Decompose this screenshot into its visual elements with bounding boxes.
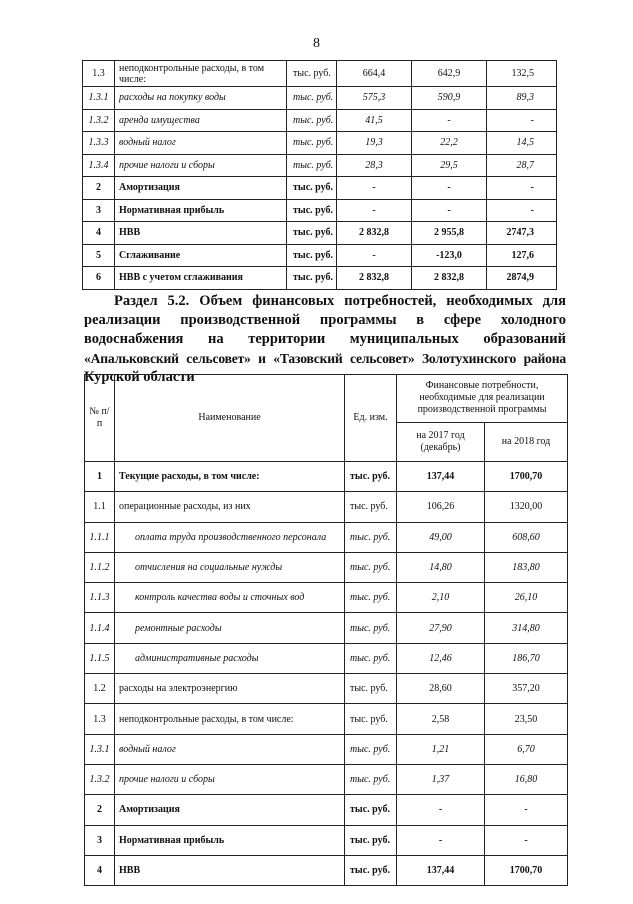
- row-name: водный налог: [115, 734, 345, 764]
- row-number: 5: [83, 244, 115, 267]
- row-value-3: 28,7: [487, 154, 557, 177]
- row-value-3: -: [487, 177, 557, 200]
- row-value-2: 22,2: [412, 132, 487, 155]
- table-row: [83, 132, 557, 155]
- header-2018: на 2018 год: [485, 422, 568, 461]
- row-unit: тыс. руб.: [287, 199, 337, 222]
- row-unit: тыс. руб.: [345, 492, 397, 522]
- row-number: 1.3.2: [83, 109, 115, 132]
- row-name: прочие налоги и сборы: [115, 154, 287, 177]
- row-number: 1.2: [85, 674, 115, 704]
- row-unit: тыс. руб.: [287, 109, 337, 132]
- row-unit: тыс. руб.: [345, 855, 397, 885]
- financial-needs-table: [84, 374, 568, 886]
- row-value-2: -: [412, 177, 487, 200]
- row-value-2: -: [412, 199, 487, 222]
- table-row: [83, 109, 557, 132]
- row-unit: тыс. руб.: [287, 87, 337, 110]
- row-value-2018: 183,80: [485, 552, 568, 582]
- row-unit: тыс. руб.: [345, 643, 397, 673]
- header-unit: Ед. изм.: [345, 375, 397, 462]
- heading-line: реализации производственной программы в сфере холодного: [84, 312, 566, 328]
- row-number: 4: [85, 855, 115, 885]
- row-unit: тыс. руб.: [345, 462, 397, 492]
- row-name: Сглаживание: [115, 244, 287, 267]
- row-value-2018: 357,20: [485, 674, 568, 704]
- table-row: [83, 244, 557, 267]
- table-row: [85, 825, 568, 855]
- row-value-2018: 26,10: [485, 583, 568, 613]
- table-row: [83, 177, 557, 200]
- row-value-2017: 12,46: [397, 643, 485, 673]
- row-value-2017: 49,00: [397, 522, 485, 552]
- row-value-2: 642,9: [412, 61, 487, 87]
- table-row: [85, 583, 568, 613]
- row-unit: тыс. руб.: [287, 132, 337, 155]
- row-value-2018: 314,80: [485, 613, 568, 643]
- row-value-2018: -: [485, 825, 568, 855]
- row-unit: тыс. руб.: [345, 764, 397, 794]
- row-name: неподконтрольные расходы, в том числе:: [115, 61, 287, 87]
- row-value-2017: 106,26: [397, 492, 485, 522]
- row-number: 1: [85, 462, 115, 492]
- row-value-2017: 28,60: [397, 674, 485, 704]
- row-name: Амортизация: [115, 177, 287, 200]
- heading-line: Раздел 5.2. Объем финансовых потребностей, необходимых для: [114, 293, 566, 309]
- table-row: [85, 734, 568, 764]
- row-name: административные расходы: [115, 643, 345, 673]
- row-number: 2: [83, 177, 115, 200]
- row-name: Амортизация: [115, 795, 345, 825]
- row-name: расходы на покупку воды: [115, 87, 287, 110]
- row-number: 1.1: [85, 492, 115, 522]
- header-group: Финансовые потребности, необходимые для реализации производственной программы: [397, 375, 568, 423]
- table-row: [85, 855, 568, 885]
- row-value-2018: 23,50: [485, 704, 568, 734]
- row-number: 3: [83, 199, 115, 222]
- heading-line: «Апальковский сельсовет» и «Тазовский сельсовет» Золотухинского района: [84, 351, 566, 366]
- table-row: [83, 199, 557, 222]
- table-row: [85, 522, 568, 552]
- row-number: 1.3.2: [85, 764, 115, 794]
- table-row: [85, 674, 568, 704]
- row-value-2017: 2,58: [397, 704, 485, 734]
- row-name: неподконтрольные расходы, в том числе:: [115, 704, 345, 734]
- row-unit: тыс. руб.: [345, 734, 397, 764]
- row-value-2017: 14,80: [397, 552, 485, 582]
- row-unit: тыс. руб.: [287, 222, 337, 245]
- row-name: операционные расходы, из них: [115, 492, 345, 522]
- row-value-2017: -: [397, 795, 485, 825]
- row-value-2017: 1,37: [397, 764, 485, 794]
- row-number: 1.3.4: [83, 154, 115, 177]
- row-value-2: -123,0: [412, 244, 487, 267]
- row-unit: тыс. руб.: [345, 552, 397, 582]
- row-value-3: 89,3: [487, 87, 557, 110]
- row-value-2018: 608,60: [485, 522, 568, 552]
- row-value-1: -: [337, 199, 412, 222]
- header-2017: на 2017 год (декабрь): [397, 422, 485, 461]
- row-value-3: 127,6: [487, 244, 557, 267]
- row-number: 1.1.5: [85, 643, 115, 673]
- row-name: аренда имущества: [115, 109, 287, 132]
- page-number: 8: [313, 36, 320, 51]
- row-number: 1.1.3: [85, 583, 115, 613]
- row-value-2017: -: [397, 825, 485, 855]
- row-number: 1.3.1: [85, 734, 115, 764]
- row-value-2: 590,9: [412, 87, 487, 110]
- row-value-2: 29,5: [412, 154, 487, 177]
- row-value-2018: 1320,00: [485, 492, 568, 522]
- row-value-1: 664,4: [337, 61, 412, 87]
- row-value-2017: 27,90: [397, 613, 485, 643]
- row-value-2018: 186,70: [485, 643, 568, 673]
- row-unit: тыс. руб.: [287, 154, 337, 177]
- row-number: 1.3: [83, 61, 115, 87]
- row-value-1: 2 832,8: [337, 222, 412, 245]
- row-name: Нормативная прибыль: [115, 199, 287, 222]
- row-value-2: 2 832,8: [412, 267, 487, 290]
- row-value-3: 2874,9: [487, 267, 557, 290]
- row-number: 1.3.3: [83, 132, 115, 155]
- row-number: 1.3.1: [83, 87, 115, 110]
- expenses-table-continued: [82, 60, 557, 290]
- row-value-3: 132,5: [487, 61, 557, 87]
- row-value-2: -: [412, 109, 487, 132]
- row-value-3: 2747,3: [487, 222, 557, 245]
- row-unit: тыс. руб.: [345, 795, 397, 825]
- row-value-1: -: [337, 177, 412, 200]
- row-value-1: 28,3: [337, 154, 412, 177]
- row-number: 2: [85, 795, 115, 825]
- row-value-3: 14,5: [487, 132, 557, 155]
- row-name: расходы на электроэнергию: [115, 674, 345, 704]
- row-value-2018: 6,70: [485, 734, 568, 764]
- table-row: [85, 462, 568, 492]
- row-number: 3: [85, 825, 115, 855]
- row-value-3: -: [487, 109, 557, 132]
- row-number: 1.1.2: [85, 552, 115, 582]
- table-row: [85, 795, 568, 825]
- table-row: [85, 552, 568, 582]
- row-value-2017: 1,21: [397, 734, 485, 764]
- row-value-1: -: [337, 244, 412, 267]
- row-name: прочие налоги и сборы: [115, 764, 345, 794]
- section-heading: [84, 292, 566, 387]
- heading-line: водоснабжения на территории муниципальных образований: [84, 331, 566, 347]
- table-row: [85, 704, 568, 734]
- row-number: 1.1.1: [85, 522, 115, 552]
- row-value-1: 41,5: [337, 109, 412, 132]
- row-unit: тыс. руб.: [345, 613, 397, 643]
- row-unit: тыс. руб.: [345, 674, 397, 704]
- table-row: [83, 61, 557, 87]
- row-number: 1.3: [85, 704, 115, 734]
- row-name: водный налог: [115, 132, 287, 155]
- row-number: 4: [83, 222, 115, 245]
- row-value-2018: 16,80: [485, 764, 568, 794]
- header-name: Наименование: [115, 375, 345, 462]
- table-row: [83, 154, 557, 177]
- header-num: № п/п: [85, 375, 115, 462]
- row-value-3: -: [487, 199, 557, 222]
- row-value-2018: 1700,70: [485, 462, 568, 492]
- row-unit: тыс. руб.: [345, 522, 397, 552]
- row-unit: тыс. руб.: [287, 61, 337, 87]
- row-unit: тыс. руб.: [345, 583, 397, 613]
- row-number: 1.1.4: [85, 613, 115, 643]
- row-name: НВВ: [115, 855, 345, 885]
- table-row: [85, 613, 568, 643]
- row-value-2017: 137,44: [397, 462, 485, 492]
- row-unit: тыс. руб.: [345, 704, 397, 734]
- row-number: 6: [83, 267, 115, 290]
- row-unit: тыс. руб.: [287, 177, 337, 200]
- row-unit: тыс. руб.: [345, 825, 397, 855]
- row-name: ремонтные расходы: [115, 613, 345, 643]
- table-row: [85, 492, 568, 522]
- row-value-2018: 1700,70: [485, 855, 568, 885]
- row-value-1: 19,3: [337, 132, 412, 155]
- row-name: Нормативная прибыль: [115, 825, 345, 855]
- heading-line: Курской области: [84, 369, 195, 385]
- row-value-1: 575,3: [337, 87, 412, 110]
- row-name: НВВ: [115, 222, 287, 245]
- row-value-2017: 2,10: [397, 583, 485, 613]
- row-value-2018: -: [485, 795, 568, 825]
- table-row: [83, 267, 557, 290]
- row-name: отчисления на социальные нужды: [115, 552, 345, 582]
- row-name: оплата труда производственного персонала: [115, 522, 345, 552]
- row-name: Текущие расходы, в том числе:: [115, 462, 345, 492]
- row-value-2: 2 955,8: [412, 222, 487, 245]
- table-row: [83, 222, 557, 245]
- row-value-2017: 137,44: [397, 855, 485, 885]
- row-unit: тыс. руб.: [287, 267, 337, 290]
- table-row: [83, 87, 557, 110]
- table-row: [85, 764, 568, 794]
- row-name: контроль качества воды и сточных вод: [115, 583, 345, 613]
- table-row: [85, 643, 568, 673]
- row-unit: тыс. руб.: [287, 244, 337, 267]
- row-value-1: 2 832,8: [337, 267, 412, 290]
- row-name: НВВ с учетом сглаживания: [115, 267, 287, 290]
